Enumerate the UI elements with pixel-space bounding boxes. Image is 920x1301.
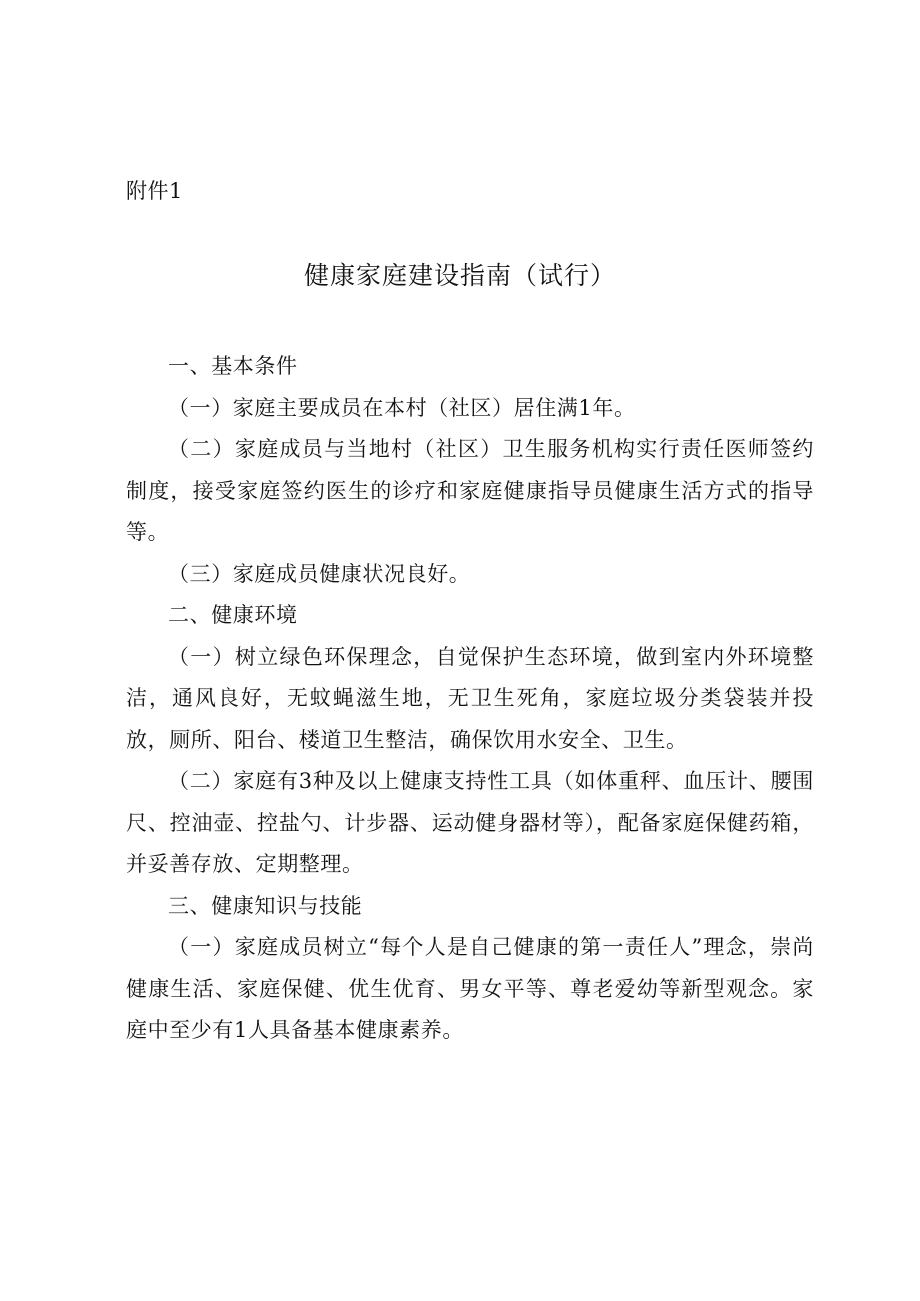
attachment-label: 附件1 xyxy=(126,179,183,203)
paragraph-environment-2: （二）家庭有3种及以上健康支持性工具（如体重秤、血压计、腰围尺、控油壶、控盐勺、计步器、运动健身器材等），配备家庭保健药箱，并妥善存放、定期整理。 xyxy=(126,769,814,876)
paragraph-knowledge-1: （一）家庭成员树立“每个人是自己健康的第一责任人”理念，崇尚健康生活、家庭保健、优生优育、男女平等、尊老爱幼等新型观念。家庭中至少有1人具备基本健康素养。 xyxy=(126,935,814,1042)
document-title: 健康家庭建设指南（试行） xyxy=(303,261,616,290)
document-body xyxy=(126,346,814,1052)
paragraph-basic-2: （二）家庭成员与当地村（社区）卫生服务机构实行责任医师签约制度，接受家庭签约医生的诊疗和家庭健康指导员健康生活方式的指导等。 xyxy=(126,437,814,544)
section-heading-healthy-environment: 二、健康环境 xyxy=(168,603,298,627)
paragraph-environment-1: （一）树立绿色环保理念，自觉保护生态环境，做到室内外环境整洁，通风良好，无蚊蝇滋生地，无卫生死角，家庭垃圾分类袋装并投放，厕所、阳台、楼道卫生整洁，确保饮用水安全、卫生。 xyxy=(126,644,814,752)
section-heading-knowledge-skills: 三、健康知识与技能 xyxy=(168,893,363,918)
paragraph-basic-3: （三）家庭成员健康状况良好。 xyxy=(168,561,471,586)
paragraph-basic-1: （一）家庭主要成员在本村（社区）居住满1年。 xyxy=(168,395,636,420)
section-heading-basic-conditions: 一、基本条件 xyxy=(168,354,298,378)
